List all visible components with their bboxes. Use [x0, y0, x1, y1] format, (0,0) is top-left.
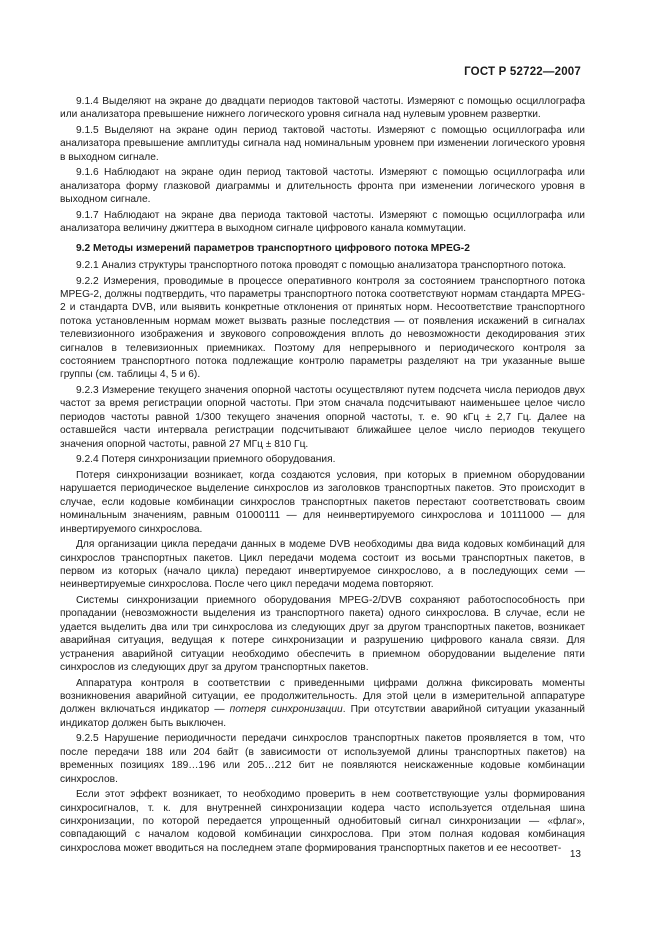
indicator-text-before: Аппаратура контроля в соответствии с приведенными цифрами должна фиксировать моменты возникновения аварийной ситуации, ее продолжительность. Для этой цели в измерительной аппаратуре должен включаться индикатор —	[60, 677, 585, 716]
paragraph-9-1-5: 9.1.5 Выделяют на экране один период тактовой частоты. Измеряют с помощью осциллографа или анализатора превышение амплитуды сигнала над номинальным уровнем при изменении логического уровня в выходном сигнале.	[60, 125, 585, 163]
paragraph-9-1-4: 9.1.4 Выделяют на экране до двадцати периодов тактовой частоты. Измеряют с помощью осциллографа или анализатора превышение нижнего логического уровня сигнала над нулевым уровнем развертки.	[60, 96, 585, 121]
paragraph-9-2-4: 9.2.4 Потеря синхронизации приемного оборудования.	[76, 454, 336, 466]
section-heading-9-2: 9.2 Методы измерений параметров транспортного цифрового потока MPEG-2	[76, 242, 470, 254]
paragraph-9-2-2: 9.2.2 Измерения, проводимые в процессе оперативного контроля за состоянием транспортного потока MPEG-2, должны подтвердить, что параметры транспортного потока соответствуют нормам стандарта MPEG-2 и стандарта DVB, или выявить конкретные отклонения от принятых норм. Несоответствие транспортного потока установленным нормам может вызвать разные последствия — от появления искажений в сигналах телевизионного изображения и звукового сопровождения вплоть до невозможности декодирования этих сигналов в телевизионных приемниках. Поэтому для непрерывного и периодического контроля за состоянием транспортного потока подлежащие контролю параметры разделяют на три указанные выше группы (см. таблицы 4, 5 и 6).	[60, 275, 585, 381]
paragraph-9-1-6: 9.1.6 Наблюдают на экране один период тактовой частоты. Измеряют с помощью осциллографа или анализатора форму глазковой диаграммы и длительность фронта при изменении логического уровня в выходном сигнале.	[60, 167, 585, 206]
page-content	[60, 95, 585, 857]
paragraph-sync-loss: Потеря синхронизации возникает, когда создаются условия, при которых в приемном оборудовании нарушается периодическое выделение синхрослов из заголовков транспортных пакетов. Это происходит в случае, если кодовые комбинации синхрослов транспортных пакетов перестают соответствовать своим номинальным значениям, равным 01000111 — для неинвертируемого синхрослова и 10111000 — для инвертируемого синхрослова.	[60, 469, 585, 535]
paragraph-sync-signal: Если этот эффект возникает, то необходимо проверить в нем соответствующие узлы формирования синхросигналов, т. к. для внутренней синхронизации кодера часто используется отдельная шина синхронизации, по которой передается упрощенный однобитовый сигнал синхронизации — «флаг», совпадающий с началом кодовой комбинации синхрослова. При этом полная кодовая комбинация синхрослова может вводиться на последнем этапе формирования транспортных пакетов и ее несоответ-	[60, 789, 585, 854]
paragraph-dvb-cycle: Для организации цикла передачи данных в модеме DVB необходимы два вида кодовых комбинаций для синхрослов транспортных пакетов. Цикл передачи модема состоит из восьми транспортных пакетов, в первом из которых (начало цикла) передают инвертируемое синхрослово, а в последующих семи — неинвертируемые синхрослова. После чего цикл передачи модема повторяют.	[60, 539, 585, 591]
standard-header: ГОСТ Р 52722—2007	[464, 66, 581, 78]
paragraph-9-2-5: 9.2.5 Нарушение периодичности передачи синхрослов транспортных пакетов проявляется в том, что после передачи 188 или 204 байт (в зависимости от используемой длины транспортных пакетов) на временных позициях 189…196 или 205…212 бит не появляются неискаженные кодовые комбинации синхрослов.	[60, 733, 585, 785]
paragraph-9-2-1: 9.2.1 Анализ структуры транспортного потока проводят с помощью анализатора транспортного потока.	[76, 260, 567, 272]
paragraph-sync-systems: Системы синхронизации приемного оборудования MPEG-2/DVB сохраняют работоспособность при пропадании (невозможности выделения из транспортного пакета) одного синхрослова. В случае, если не удается выделить два или три синхрослова из следующих друг за другом транспортных пакетов, возникает аварийная ситуация, ведущая к потере синхронизации и разрушению цифрового канала связи. Для устранения аварийной ситуации необходимо обеспечить в приемном оборудовании выделение пяти синхрослов из следующих друг за другом транспортных пакетов.	[60, 594, 585, 673]
paragraph-9-1-7: 9.1.7 Наблюдают на экране два периода тактовой частоты. Измеряют с помощью осциллографа или анализатора величину джиттера в выходном сигнале цифрового канала коммутации.	[60, 209, 585, 235]
paragraph-9-2-3: 9.2.3 Измерение текущего значения опорной частоты осуществляют путем подсчета числа периодов двух частот за время регистрации опорной частоты. При этом сначала подсчитывают наименьшее целое число периодов частоты равной 1/300 текущего значения опорной частоты, т. е. 90 кГц ± 2,7 Гц. Далее на оставшейся части интервала регистрации подсчитывают ближайшее целое число периодов текущего значения опорной частоты, равной 27 МГц ± 810 Гц.	[60, 385, 585, 450]
page-number: 13	[569, 849, 581, 860]
indicator-text-after: . При отсутствии аварийной ситуации указанный индикатор должен быть выключен.	[60, 704, 585, 729]
indicator-italic-term: потеря синхронизации	[229, 704, 343, 716]
paragraph-indicator	[60, 677, 585, 731]
